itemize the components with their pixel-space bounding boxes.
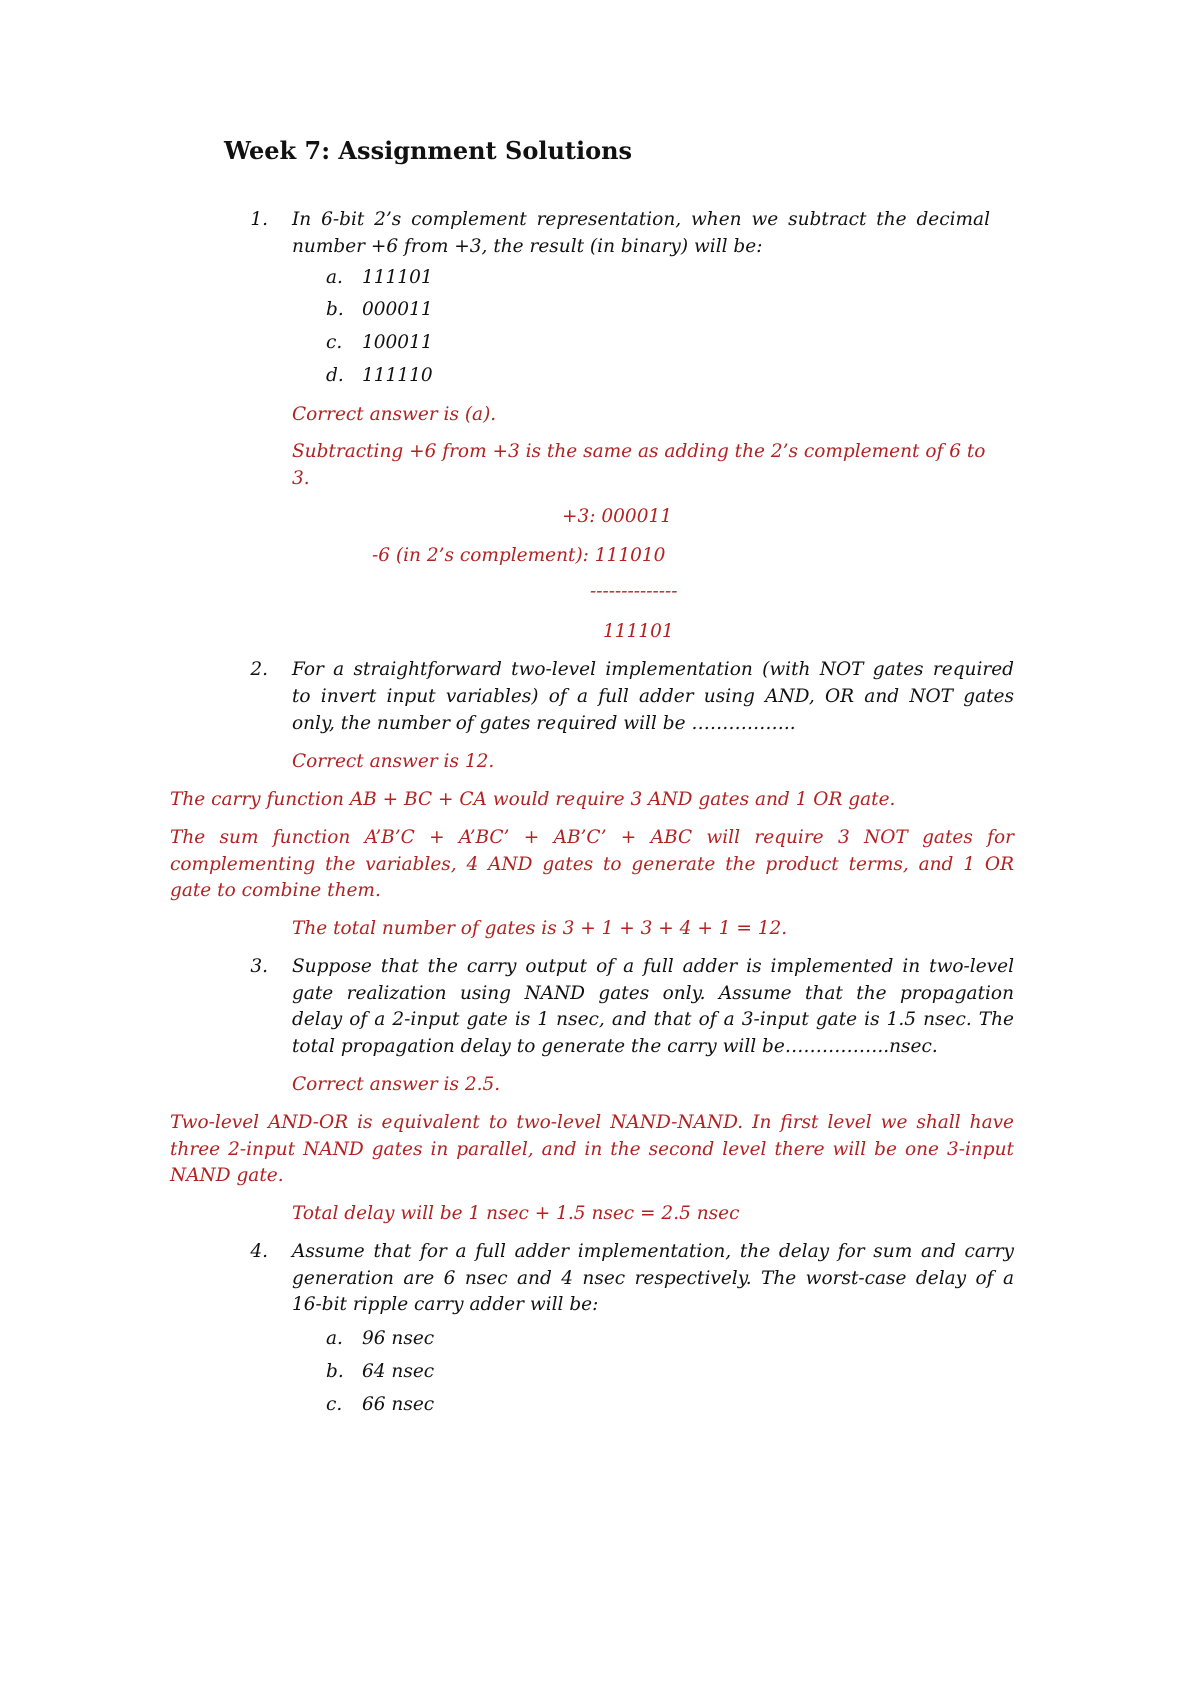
q1-option-d-label: d.	[326, 365, 344, 386]
q3-explanation-line2: three 2-input NAND gates in parallel, and in the second level there will be one 3-input	[170, 1139, 1014, 1160]
q2-explanation-sum-line1: The sum function A’B’C + A’BC’ + AB’C’ + ABC will require 3 NOT gates for	[170, 827, 1014, 848]
q2-correct-answer: Correct answer is 12.	[292, 751, 495, 772]
q1-text-line1: In 6-bit 2’s complement representation, when we subtract the decimal	[292, 209, 990, 230]
q1-option-c-label: c.	[326, 332, 343, 353]
q2-explanation-carry: The carry function AB + BC + CA would require 3 AND gates and 1 OR gate.	[170, 789, 896, 810]
q3-text-line1: Suppose that the carry output of a full adder is implemented in two-level	[292, 956, 1014, 977]
page-title: Week 7: Assignment Solutions	[224, 136, 633, 165]
q1-calc-plus3: +3: 000011	[562, 506, 673, 527]
q1-text-line2: number +6 from +3, the result (in binary) will be:	[292, 236, 763, 257]
q3-text-line3: delay of a 2-input gate is 1 nsec, and that of a 3-input gate is 1.5 nsec. The	[292, 1009, 1014, 1030]
q1-correct-answer: Correct answer is (a).	[292, 404, 497, 425]
q1-explanation-line2: 3.	[292, 468, 310, 489]
q3-explanation-line1: Two-level AND-OR is equivalent to two-level NAND-NAND. In first level we shall have	[170, 1112, 1014, 1133]
q3-correct-answer: Correct answer is 2.5.	[292, 1074, 501, 1095]
q1-option-d-text: 111110	[362, 365, 433, 386]
q4-text-line1: Assume that for a full adder implementation, the delay for sum and carry	[292, 1241, 1014, 1262]
q3-number: 3.	[250, 956, 268, 977]
q1-option-b-label: b.	[326, 299, 344, 320]
q4-number: 4.	[250, 1241, 268, 1262]
q1-explanation-line1: Subtracting +6 from +3 is the same as adding the 2’s complement of 6 to	[292, 441, 986, 462]
q3-total: Total delay will be 1 nsec + 1.5 nsec = 2.5 nsec	[292, 1203, 740, 1224]
q2-explanation-sum-line3: gate to combine them.	[170, 880, 381, 901]
q4-option-a-text: 96 nsec	[362, 1328, 435, 1349]
q2-total: The total number of gates is 3 + 1 + 3 + 4 + 1 = 12.	[292, 918, 788, 939]
q4-option-a-label: a.	[326, 1328, 343, 1349]
q4-option-b-label: b.	[326, 1361, 344, 1382]
q3-text-line2: gate realization using NAND gates only. Assume that the propagation	[292, 983, 1014, 1004]
q1-number: 1.	[250, 209, 268, 230]
q1-calc-rule: --------------	[590, 581, 678, 602]
q3-text-line4: total propagation delay to generate the carry will be……………..nsec.	[292, 1036, 938, 1057]
q2-explanation-sum-line2: complementing the variables, 4 AND gates to generate the product terms, and 1 OR	[170, 854, 1014, 875]
q4-text-line3: 16-bit ripple carry adder will be:	[292, 1294, 599, 1315]
q1-option-a-label: a.	[326, 267, 343, 288]
q4-option-c-label: c.	[326, 1394, 343, 1415]
q2-number: 2.	[250, 659, 268, 680]
q1-option-c-text: 100011	[362, 332, 433, 353]
q4-text-line2: generation are 6 nsec and 4 nsec respectively. The worst-case delay of a	[292, 1268, 1014, 1289]
q2-text-line1: For a straightforward two-level implementation (with NOT gates required	[292, 659, 1014, 680]
q1-calc-result: 111101	[603, 621, 674, 642]
q1-option-a-text: 111101	[362, 267, 433, 288]
q3-explanation-line3: NAND gate.	[170, 1165, 284, 1186]
q1-option-b-text: 000011	[362, 299, 433, 320]
q2-text-line2: to invert input variables) of a full adder using AND, OR and NOT gates	[292, 686, 1014, 707]
q2-text-line3: only, the number of gates required will be ……………..	[292, 713, 796, 734]
q4-option-b-text: 64 nsec	[362, 1361, 435, 1382]
q1-calc-minus6: -6 (in 2’s complement): 111010	[372, 545, 666, 566]
q4-option-c-text: 66 nsec	[362, 1394, 435, 1415]
